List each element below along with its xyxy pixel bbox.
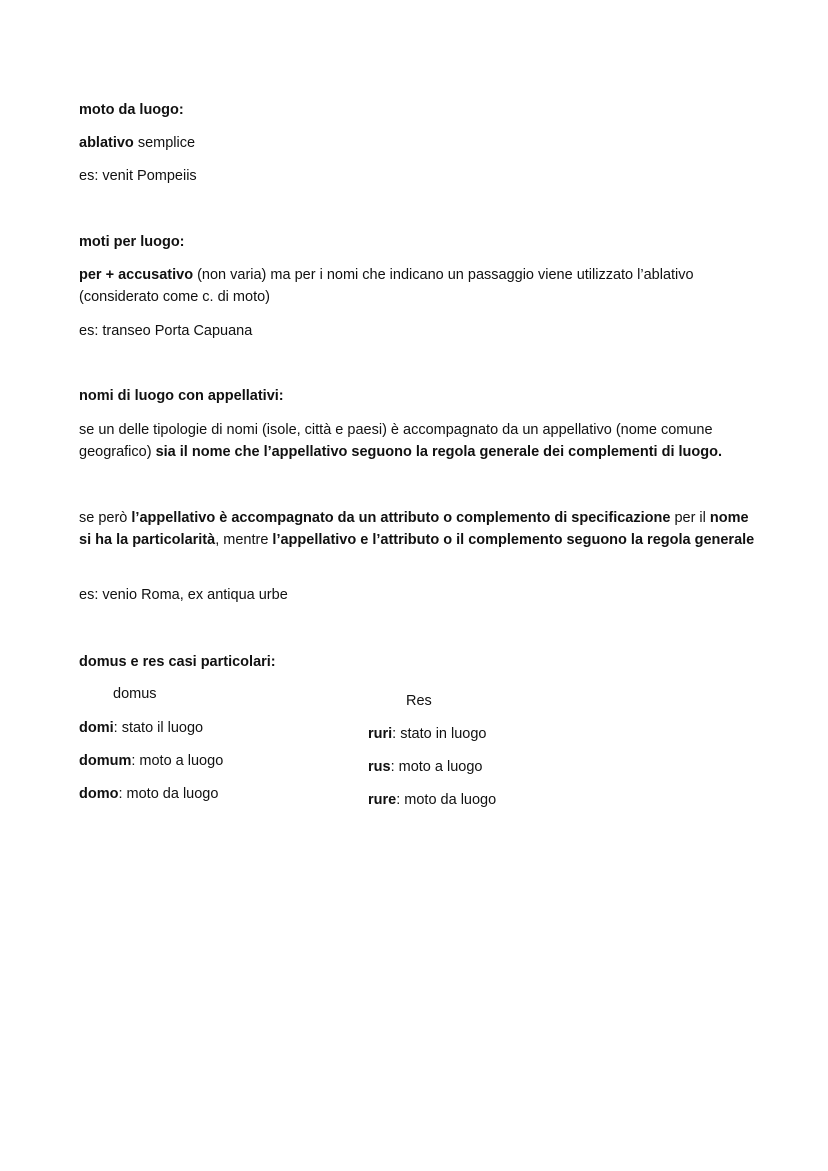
- paragraph-moti-per-luogo: per + accusativo (non varia) ma per i nomi che indicano un passaggio viene utilizzato l’ablativo (considerato come c. di moto): [79, 267, 694, 305]
- heading-domus-res: domus e res casi particolari:: [79, 654, 276, 670]
- heading-nomi-con-appellativi: nomi di luogo con appellativi:: [79, 388, 284, 404]
- heading-moto-da-luogo: moto da luogo:: [79, 102, 184, 118]
- domus-column-title: domus: [113, 686, 157, 702]
- domus-item: domi: stato il luogo: [79, 720, 204, 736]
- domus-item: domum: moto a luogo: [79, 753, 224, 769]
- res-item: rus: moto a luogo: [368, 759, 483, 775]
- example-moti-per-luogo: es: transeo Porta Capuana: [79, 323, 253, 339]
- paragraph-appellativi-2: se però l’appellativo è accompagnato da un attributo o complemento di specificazione per il nome si ha la particolarità, mentre l’appellativo e l’attributo o il complemento seguono la regola generale: [79, 510, 755, 548]
- example-moto-da-luogo: es: venit Pompeiis: [79, 168, 197, 184]
- paragraph-appellativi-1: se un delle tipologie di nomi (isole, città e paesi) è accompagnato da un appellativo (nome comune geografico) sia il nome che l’appellativo seguono la regola generale dei complementi di luogo.: [79, 422, 723, 460]
- heading-moti-per-luogo: moti per luogo:: [79, 234, 185, 250]
- res-column-title: Res: [406, 693, 432, 709]
- res-item: rure: moto da luogo: [368, 792, 497, 808]
- ablativo-line: ablativo semplice: [79, 135, 196, 151]
- res-item: ruri: stato in luogo: [368, 726, 487, 742]
- example-appellativi: es: venio Roma, ex antiqua urbe: [79, 587, 288, 603]
- domus-item: domo: moto da luogo: [79, 786, 219, 802]
